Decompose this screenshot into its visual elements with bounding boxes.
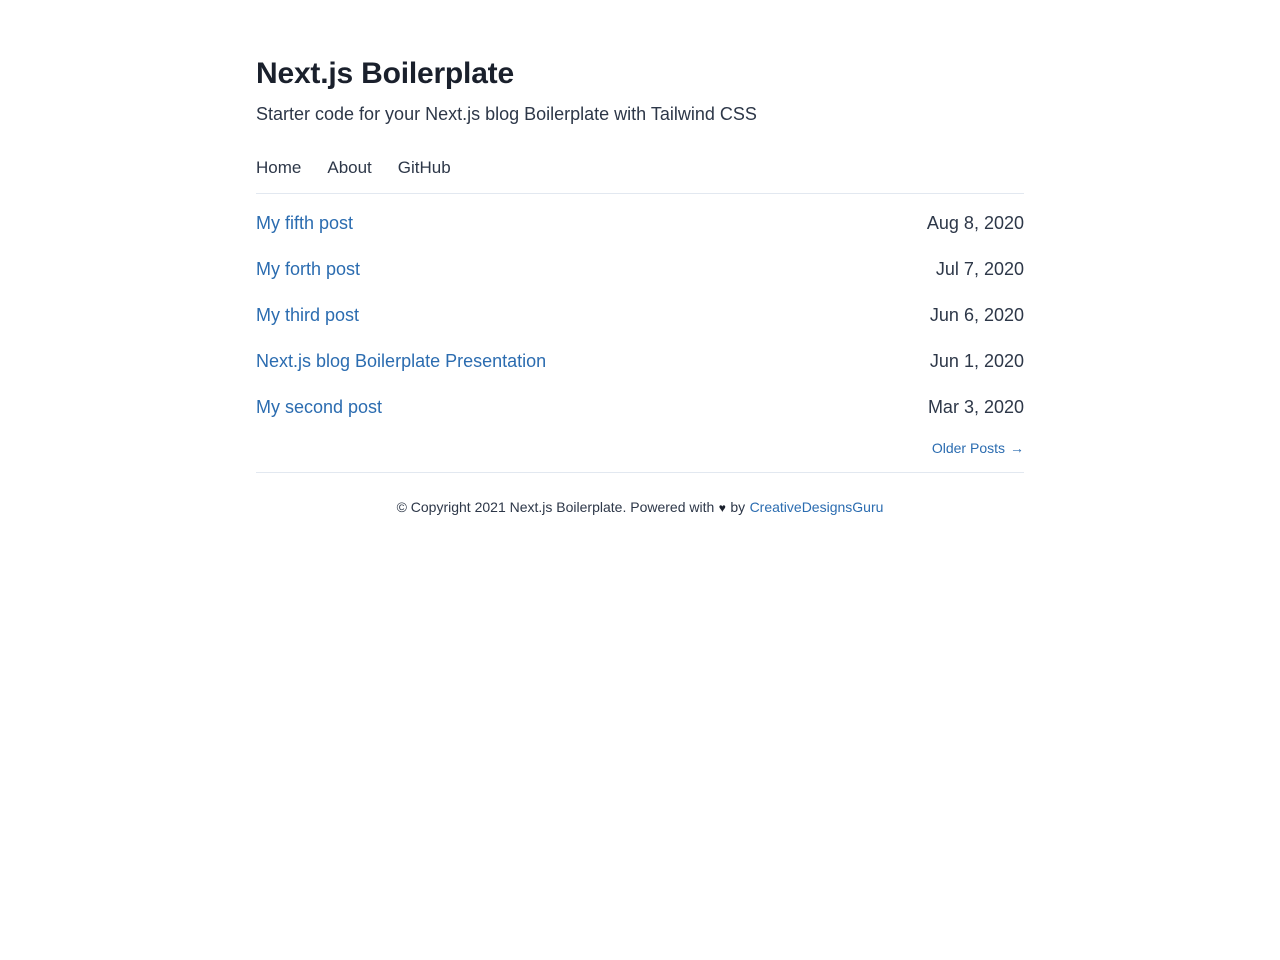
footer-by: by <box>730 499 746 515</box>
nav-item-github[interactable]: GitHub <box>397 158 451 177</box>
page-container <box>256 0 1024 517</box>
post-title-link[interactable]: Next.js blog Boilerplate Presentation <box>256 351 547 371</box>
post-title-link[interactable]: My fifth post <box>256 213 354 233</box>
older-posts-label: Older Posts <box>931 440 1005 456</box>
arrow-right-icon: → <box>1010 440 1024 456</box>
post-date: Mar 3, 2020 <box>927 397 1024 417</box>
post-list <box>256 200 1024 430</box>
list-item <box>256 246 1024 292</box>
post-date: Jun 1, 2020 <box>929 351 1024 371</box>
nav-item-about[interactable]: About <box>327 158 372 177</box>
list-item <box>256 292 1024 338</box>
older-posts-link[interactable] <box>932 438 1024 458</box>
post-title-link[interactable]: My forth post <box>256 259 361 279</box>
list-item <box>256 338 1024 384</box>
footer-author-link[interactable]: CreativeDesignsGuru <box>749 499 884 515</box>
nav-item-home[interactable]: Home <box>256 158 302 177</box>
heart-icon: ♥ <box>718 501 726 515</box>
post-date: Jun 6, 2020 <box>929 305 1024 325</box>
footer-copyright: © Copyright 2021 Next.js Boilerplate. Powered with <box>396 499 715 515</box>
pagination <box>256 430 1024 472</box>
page-subtitle: Starter code for your Next.js blog Boilerplate with Tailwind CSS <box>256 104 757 124</box>
list-item <box>256 384 1024 430</box>
page-title: Next.js Boilerplate <box>256 57 514 90</box>
post-date: Jul 7, 2020 <box>935 259 1024 279</box>
list-item <box>256 200 1024 246</box>
main-navigation <box>256 156 1024 194</box>
post-title-link[interactable]: My second post <box>256 397 383 417</box>
post-date: Aug 8, 2020 <box>926 213 1024 233</box>
footer <box>256 472 1024 517</box>
post-title-link[interactable]: My third post <box>256 305 360 325</box>
